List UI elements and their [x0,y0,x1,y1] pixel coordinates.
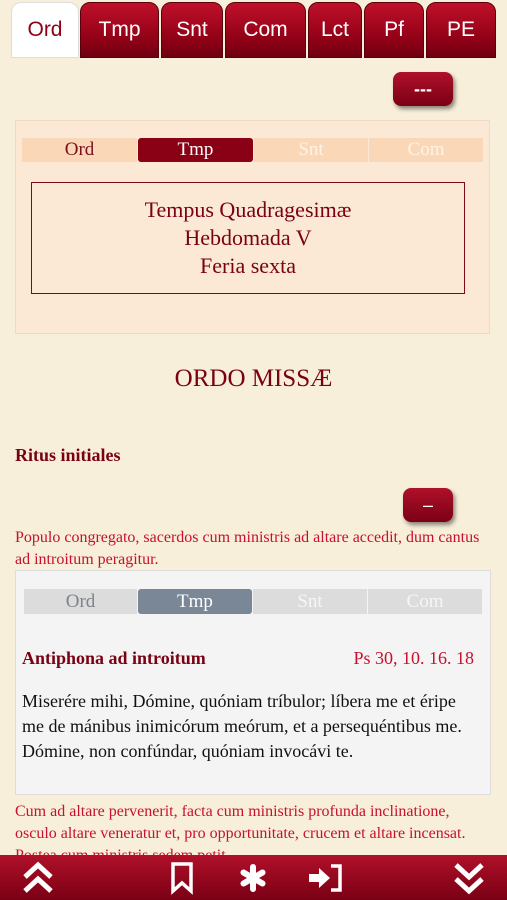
asterisk-icon[interactable] [236,855,270,900]
tab-pe[interactable]: PE [426,2,496,58]
rubric-text: Populo congregato, sacerdos cum ministris ad altare accedit, dum cantus ad introitum peragitur. [15,529,480,568]
collapse-button[interactable]: – [403,488,453,522]
antiphon-reference: Ps 30, 10. 16. 18 [353,648,474,668]
tab-tmp[interactable]: Tmp [80,2,159,58]
selector1-com[interactable]: Com [369,138,483,162]
page-title: ORDO MISSÆ [174,365,333,392]
menu-button[interactable]: --- [393,72,453,106]
tab-ord[interactable]: Ord [11,2,79,58]
title-line-3: Feria sexta [200,253,296,278]
double-chevron-up-icon[interactable] [18,855,58,900]
double-chevron-down-icon[interactable] [449,855,489,900]
selector2-snt[interactable]: Snt [253,589,367,614]
sign-in-icon[interactable] [305,855,345,900]
tab-com[interactable]: Com [225,2,306,58]
tab-snt[interactable]: Snt [161,2,223,58]
bottom-toolbar [0,855,507,900]
bookmark-icon[interactable] [166,855,198,900]
section-title: Ritus initiales [15,445,121,465]
selector1-snt[interactable]: Snt [254,138,368,162]
tab-lct[interactable]: Lct [308,2,362,58]
top-tab-bar [0,0,507,62]
antiphon-label: Antiphona ad introitum [22,648,206,668]
title-line-2: Hebdomada V [184,225,312,250]
day-title-box [31,182,465,294]
antiphon-text: Miserére mihi, Dómine, quóniam tríbulor; líbera me et éripe me de mánibus inimicórum meórum, et a persequéntibus me. Dómine, non confúndar, quóniam invocávi te. [22,691,462,761]
rubric-text-2: Cum ad altare pervenerit, facta cum ministris profunda inclinatione, osculo altare veneratur et, pro opportunitate, crucem et altare incensat. [15,803,466,842]
selector2-com[interactable]: Com [368,589,482,614]
selector2-ord[interactable]: Ord [24,589,137,614]
selector1-tmp[interactable]: Tmp [138,138,253,162]
selector1-ord[interactable]: Ord [22,138,137,162]
selector2-tmp[interactable]: Tmp [138,589,252,614]
tab-pf[interactable]: Pf [364,2,424,58]
title-line-1: Tempus Quadragesimæ [144,197,352,222]
